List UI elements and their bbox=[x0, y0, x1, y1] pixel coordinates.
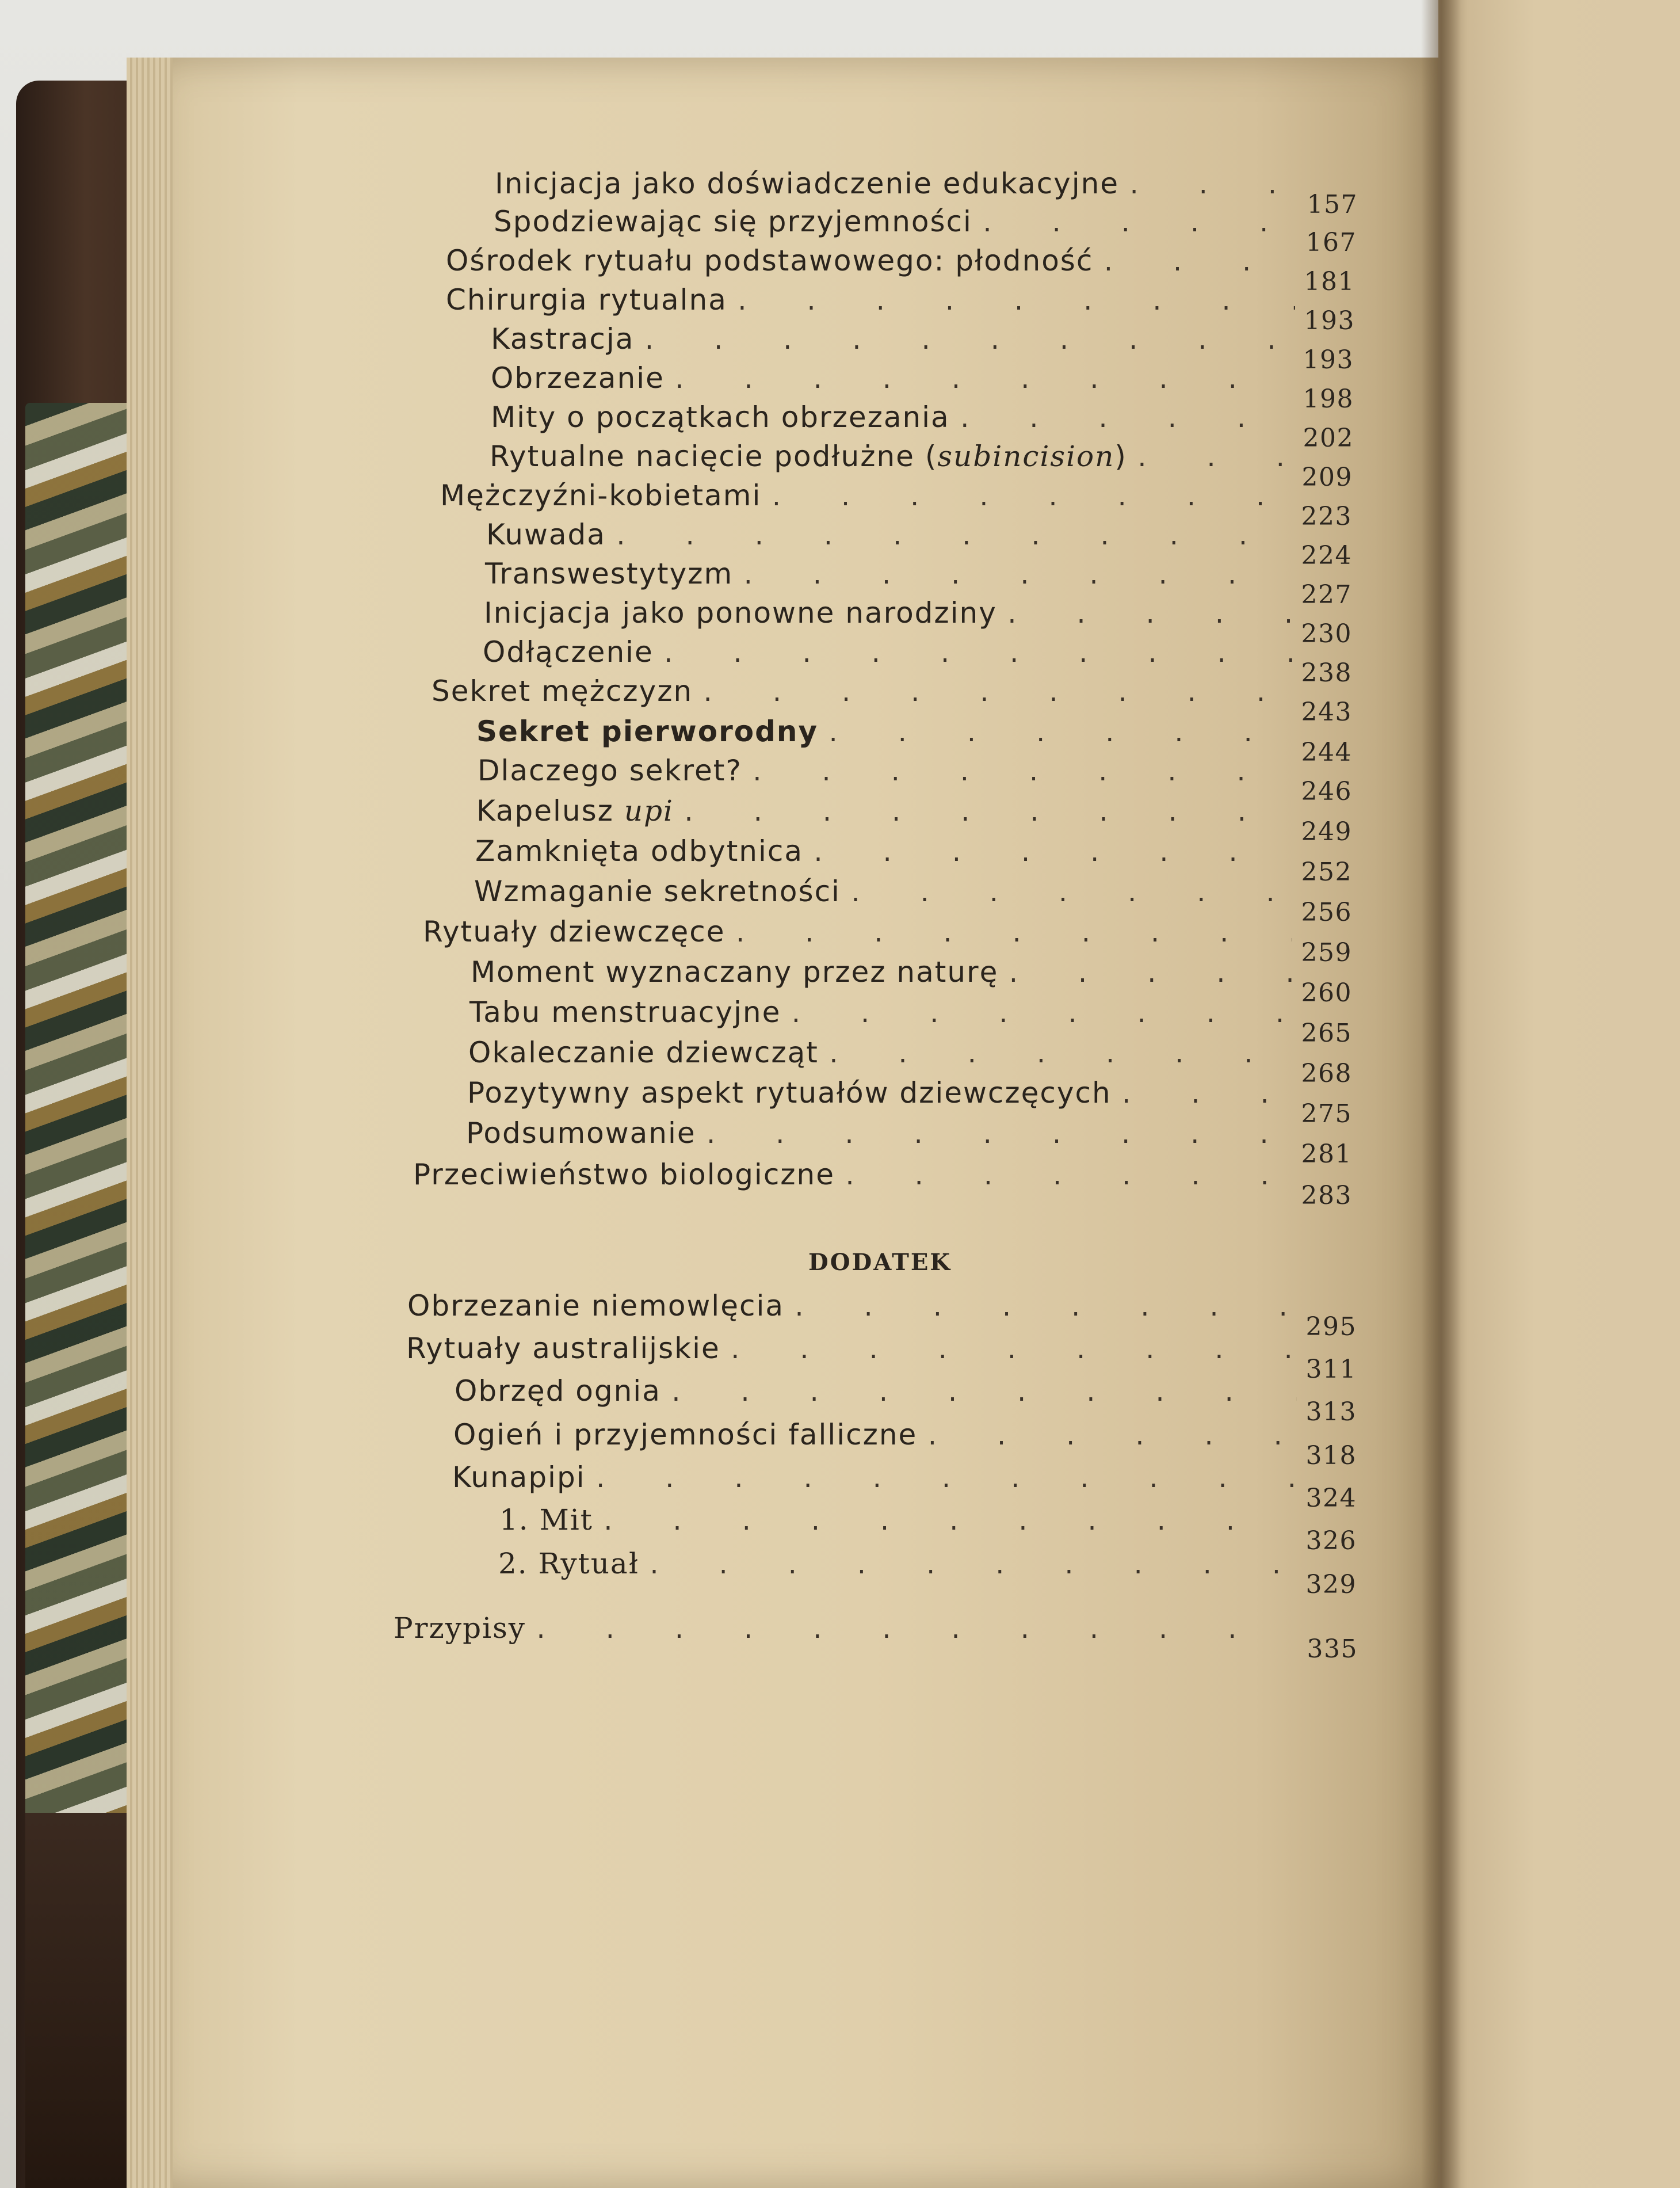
toc-entry-title: Moment wyznaczany przez naturę bbox=[471, 955, 999, 989]
toc-entry bbox=[466, 1116, 1352, 1169]
toc-entry bbox=[413, 1158, 1352, 1210]
toc-entry-title-italic: subincision bbox=[937, 440, 1115, 473]
toc-entry-page: 209 bbox=[1301, 463, 1353, 492]
toc-entry-title: Inicjacja jako ponowne narodziny bbox=[484, 596, 997, 630]
toc-entry bbox=[440, 479, 1352, 531]
toc-entry bbox=[432, 674, 1352, 727]
toc-entry bbox=[406, 1332, 1357, 1384]
dot-leader bbox=[1006, 961, 1292, 988]
toc-entry-title bbox=[476, 794, 674, 828]
toc-entry-title-text: Kapelusz bbox=[476, 794, 624, 828]
toc-entry-page: 326 bbox=[1305, 1526, 1357, 1556]
toc-entry bbox=[498, 1547, 1357, 1599]
toc-entry-title: Rytuały australijskie bbox=[406, 1332, 720, 1365]
toc-entry bbox=[467, 1076, 1352, 1129]
toc-entry bbox=[469, 996, 1352, 1048]
toc-entry-title: Tabu menstruacyjne bbox=[469, 996, 781, 1029]
toc-entry-page: 238 bbox=[1301, 658, 1352, 688]
toc-entry-page: 260 bbox=[1301, 978, 1352, 1008]
dot-leader bbox=[1120, 1082, 1292, 1108]
dot-leader bbox=[704, 1122, 1292, 1149]
dot-leader bbox=[741, 563, 1292, 589]
toc-entry-title-text: Rytualne nacięcie podłużne ( bbox=[490, 440, 938, 473]
toc-entry-page: 198 bbox=[1303, 384, 1354, 414]
toc-entry-title: Dlaczego sekret? bbox=[478, 754, 742, 787]
dot-leader bbox=[750, 760, 1292, 786]
toc-entry bbox=[491, 322, 1354, 375]
toc-entry-title: Spodziewając się przyjemności bbox=[494, 205, 972, 238]
toc-entry-title: Sekret pierworodny bbox=[476, 715, 819, 748]
toc-entry bbox=[471, 955, 1352, 1008]
dot-leader bbox=[849, 880, 1292, 907]
toc-entry-page: 193 bbox=[1304, 306, 1355, 336]
dot-leader bbox=[826, 721, 1292, 747]
dot-leader bbox=[647, 1553, 1297, 1579]
toc-entry-page: 329 bbox=[1305, 1570, 1357, 1599]
toc-entry bbox=[476, 715, 1352, 767]
toc-entry-title: Mity o początkach obrzezania bbox=[491, 401, 950, 434]
toc-entry-title: Chirurgia rytualna bbox=[446, 283, 727, 317]
dot-leader bbox=[735, 289, 1295, 315]
toc-entry bbox=[485, 557, 1352, 609]
toc-entry-title: Kuwada bbox=[486, 518, 606, 551]
dot-leader bbox=[925, 1424, 1297, 1450]
toc-entry-title: Podsumowanie bbox=[466, 1116, 696, 1150]
toc-entry-page: 244 bbox=[1301, 738, 1352, 767]
toc-entry-title: Okaleczanie dziewcząt bbox=[468, 1036, 819, 1069]
dot-leader bbox=[1101, 250, 1295, 276]
toc-entry-page: 252 bbox=[1301, 857, 1352, 887]
toc-entry bbox=[455, 1374, 1357, 1427]
toc-entry bbox=[490, 440, 1353, 492]
toc-entry-page: 295 bbox=[1305, 1312, 1357, 1341]
toc-entry-page: 268 bbox=[1301, 1059, 1352, 1088]
toc-entry-title: Odłączenie bbox=[483, 635, 654, 669]
dot-leader bbox=[789, 1001, 1292, 1028]
toc-entry-title: Wzmaganie sekretności bbox=[474, 875, 841, 908]
toc-entry bbox=[478, 754, 1352, 806]
toc-entry-title: Obrzęd ognia bbox=[455, 1374, 661, 1408]
toc-entry bbox=[446, 283, 1355, 336]
toc-entry-page: 157 bbox=[1307, 190, 1358, 219]
dot-leader bbox=[958, 406, 1294, 433]
dot-leader bbox=[1005, 602, 1292, 628]
toc-entry bbox=[475, 834, 1352, 887]
dot-leader bbox=[980, 211, 1297, 237]
dot-leader bbox=[1127, 173, 1298, 199]
toc-entry-title: Mężczyźni-kobietami bbox=[440, 479, 762, 512]
dot-leader bbox=[682, 800, 1292, 826]
toc-entry-title: Obrzezanie bbox=[491, 361, 665, 395]
toc-entry-title: 2. Rytuał bbox=[498, 1547, 639, 1580]
toc-entry bbox=[495, 167, 1358, 219]
toc-entry-title: Ogień i przyjemności falliczne bbox=[453, 1418, 918, 1451]
dot-leader bbox=[701, 680, 1292, 707]
dot-leader bbox=[811, 840, 1292, 867]
dot-leader bbox=[728, 1337, 1297, 1364]
toc-entry bbox=[499, 1503, 1357, 1556]
dot-leader bbox=[734, 921, 1292, 947]
toc-entry-title: Transwestytyzm bbox=[485, 557, 734, 590]
toc-entry bbox=[491, 361, 1354, 414]
toc-entry-title: Obrzezanie niemowlęcia bbox=[407, 1289, 784, 1322]
toc-entry-title: 1. Mit bbox=[499, 1503, 593, 1537]
toc-entry bbox=[394, 1611, 1358, 1664]
dot-leader bbox=[601, 1509, 1297, 1535]
toc-entry-page: 224 bbox=[1301, 541, 1352, 570]
toc-entry-page: 227 bbox=[1301, 580, 1352, 609]
dot-leader bbox=[792, 1295, 1297, 1321]
toc-entry-page: 202 bbox=[1303, 424, 1354, 453]
toc-entry-page: 275 bbox=[1301, 1099, 1352, 1129]
toc-entry-page: 311 bbox=[1305, 1355, 1357, 1384]
toc-entry-page: 193 bbox=[1303, 345, 1354, 375]
toc-entry-title: Kastracja bbox=[491, 322, 635, 356]
dot-leader bbox=[534, 1617, 1298, 1644]
toc-entry-title: Przypisy bbox=[394, 1611, 526, 1645]
toc-entry-page: 324 bbox=[1305, 1484, 1357, 1513]
toc-entry-page: 230 bbox=[1301, 619, 1352, 649]
toc-entry-page: 181 bbox=[1304, 267, 1355, 296]
toc-entry-title: Kunapipi bbox=[452, 1461, 586, 1494]
toc-entry bbox=[483, 635, 1352, 688]
dot-leader bbox=[827, 1042, 1292, 1068]
toc-entry bbox=[446, 244, 1355, 296]
toc-entry-page: 283 bbox=[1301, 1181, 1352, 1210]
toc-entry-title: Inicjacja jako doświadczenie edukacyjne bbox=[495, 167, 1120, 200]
toc-entry-title: Ośrodek rytuału podstawowego: płodność bbox=[446, 244, 1094, 277]
toc-entry-page: 281 bbox=[1301, 1139, 1352, 1169]
toc-entry bbox=[486, 518, 1352, 570]
toc-entry bbox=[476, 794, 1352, 847]
dot-leader bbox=[1135, 445, 1293, 472]
toc-entry bbox=[474, 875, 1352, 927]
dot-leader bbox=[662, 641, 1292, 668]
toc-entry-page: 318 bbox=[1305, 1441, 1357, 1470]
dot-leader bbox=[594, 1466, 1297, 1493]
toc-entry-title: Zamknięta odbytnica bbox=[475, 834, 804, 868]
toc-entry-page: 249 bbox=[1301, 817, 1352, 847]
toc-entry-page: 335 bbox=[1307, 1634, 1358, 1664]
toc-entry-page: 313 bbox=[1305, 1397, 1357, 1427]
toc-entry bbox=[468, 1036, 1352, 1088]
toc-entry-title-close: ) bbox=[1114, 440, 1127, 473]
toc-entry-page: 265 bbox=[1301, 1019, 1352, 1048]
toc-entry bbox=[484, 596, 1352, 649]
dot-leader bbox=[614, 524, 1292, 550]
appendix-heading: DODATEK bbox=[808, 1249, 952, 1276]
dot-leader bbox=[673, 367, 1294, 394]
dot-leader bbox=[642, 328, 1294, 354]
toc-entry-title-italic: upi bbox=[624, 794, 674, 828]
toc-entry bbox=[423, 915, 1352, 967]
toc-entry-title: Pozytywny aspekt rytuałów dziewczęcych bbox=[467, 1076, 1112, 1110]
toc-entry-title bbox=[490, 440, 1127, 473]
toc-entry-title: Przeciwieństwo biologiczne bbox=[413, 1158, 835, 1191]
toc-entry bbox=[491, 401, 1354, 453]
toc-entry-page: 243 bbox=[1301, 697, 1352, 727]
dot-leader bbox=[843, 1164, 1292, 1190]
toc-entry bbox=[453, 1418, 1357, 1470]
toc-entry bbox=[494, 205, 1357, 257]
toc-entry-title: Sekret mężczyzn bbox=[432, 674, 693, 708]
toc-entry-page: 259 bbox=[1301, 938, 1352, 967]
toc-entry-page: 246 bbox=[1301, 777, 1352, 806]
toc-entry-page: 256 bbox=[1301, 898, 1352, 927]
toc-entry bbox=[407, 1289, 1357, 1341]
dot-leader bbox=[669, 1380, 1297, 1406]
toc-entry bbox=[452, 1461, 1357, 1513]
dot-leader bbox=[769, 485, 1292, 511]
toc-entry-title: Rytuały dziewczęce bbox=[423, 915, 726, 948]
toc-entry-page: 167 bbox=[1305, 228, 1357, 257]
toc-entry-page: 223 bbox=[1301, 502, 1352, 531]
